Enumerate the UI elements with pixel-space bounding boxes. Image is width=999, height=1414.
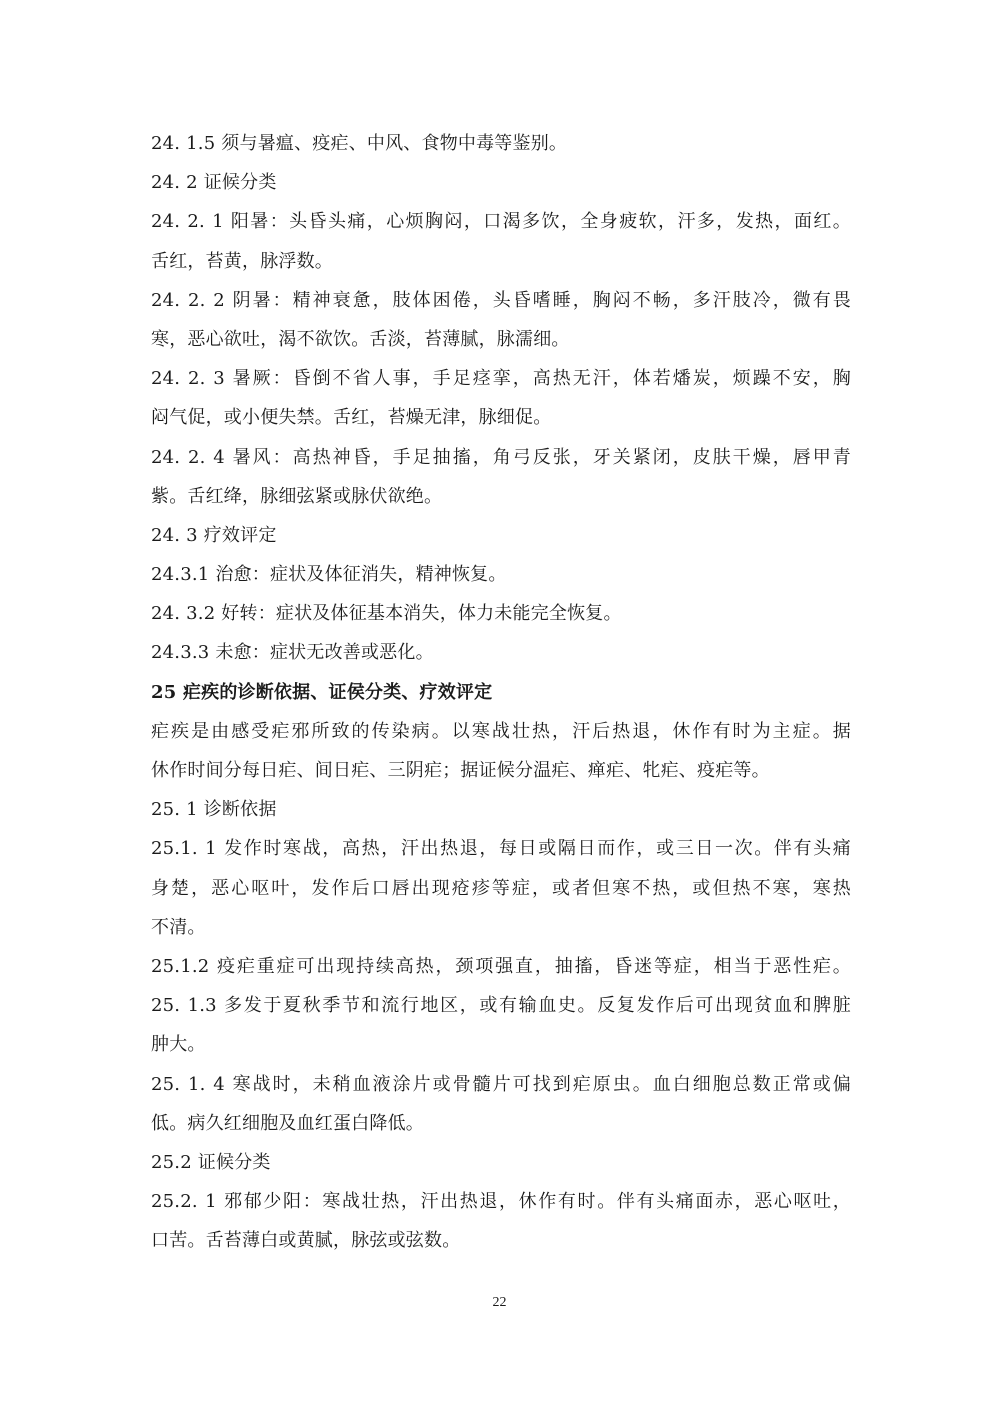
- text-line: 25.2. 1 邪郁少阳：寒战壮热，汗出热退，休作有时。伴有头痛面赤，恶心呕吐，: [151, 1191, 851, 1213]
- page-number: 22: [492, 1295, 507, 1310]
- text-line: 25. 1. 4 寒战时，未稍血液涂片或骨髓片可找到疟原虫。血白细胞总数正常或偏: [151, 1073, 851, 1095]
- page-body: [151, 124, 851, 1260]
- text-line: 24. 1.5 须与暑瘟、疫疟、中风、食物中毒等鉴别。: [151, 133, 568, 154]
- text-line: 24. 2 证候分类: [151, 172, 277, 194]
- text-line: 身楚，恶心呕叶，发作后口唇出现疮疹等症，或者但寒不热，或但热不寒，寒热: [151, 877, 851, 899]
- text-line: 24. 2. 2 阴暑：精神衰惫，肢体困倦，头昏嗜睡，胸闷不畅，多汗肢冷，微有畏: [151, 289, 851, 311]
- text-line: 24.3.1 治愈：症状及体征消失，精神恢复。: [151, 564, 507, 586]
- text-line: 寒，恶心欲吐，渴不欲饮。舌淡，苔薄腻，脉濡细。: [151, 328, 570, 350]
- text-line: 口苦。舌苔薄白或黄腻，脉弦或弦数。: [151, 1230, 461, 1252]
- text-line: 25.1.2 疫疟重症可出现持续高热，颈项强直，抽搐，昏迷等症，相当于恶性疟。: [151, 955, 851, 977]
- text-line: 疟疾是由感受疟邪所致的传染病。以寒战壮热，汗后热退，休作有时为主症。据: [151, 720, 851, 742]
- text-line: 低。病久红细胞及血红蛋白降低。: [151, 1112, 424, 1134]
- text-line: 25.2 证候分类: [151, 1151, 271, 1173]
- text-line: 24. 3 疗效评定: [151, 524, 277, 546]
- text-line: 24. 2. 1 阳暑：头昏头痛，心烦胸闷，口渴多饮，全身疲软，汗多，发热，面红。: [151, 211, 851, 233]
- text-line: 肿大。: [151, 1034, 206, 1056]
- text-line: 24. 2. 3 暑厥：昏倒不省人事，手足痉挛，高热无汗，体若燔炭，烦躁不安，胸: [151, 368, 851, 390]
- text-line: 不清。: [151, 916, 206, 938]
- text-line: 休作时间分每日疟、间日疟、三阴疟；据证候分温疟、瘅疟、牝疟、疫疟等。: [151, 760, 770, 781]
- text-line: 25.1. 1 发作时寒战，高热，汗出热退，每日或隔日而作，或三日一次。伴有头痛: [151, 838, 851, 860]
- text-line: 25. 1 诊断依据: [151, 799, 277, 821]
- text-line: 24. 3.2 好转：症状及体征基本消失，体力未能完全恢复。: [151, 603, 622, 625]
- text-line: 24. 2. 4 暑风：高热神昏，手足抽搐，角弓反张，牙关紧闭，皮肤干燥，唇甲青: [151, 446, 851, 468]
- text-line: 闷气促，或小便失禁。舌红，苔燥无津，脉细促。: [151, 407, 552, 429]
- text-line: 25. 1.3 多发于夏秋季节和流行地区，或有输血史。反复发作后可出现贫血和脾脏: [151, 995, 851, 1017]
- section-heading: 25 疟疾的诊断依据、证侯分类、疗效评定: [151, 681, 493, 703]
- text-line: 紫。舌红绛，脉细弦紧或脉伏欲绝。: [151, 485, 443, 507]
- text-line: 24.3.3 未愈：症状无改善或恶化。: [151, 642, 434, 664]
- text-line: 舌红，苔黄，脉浮数。: [151, 250, 333, 272]
